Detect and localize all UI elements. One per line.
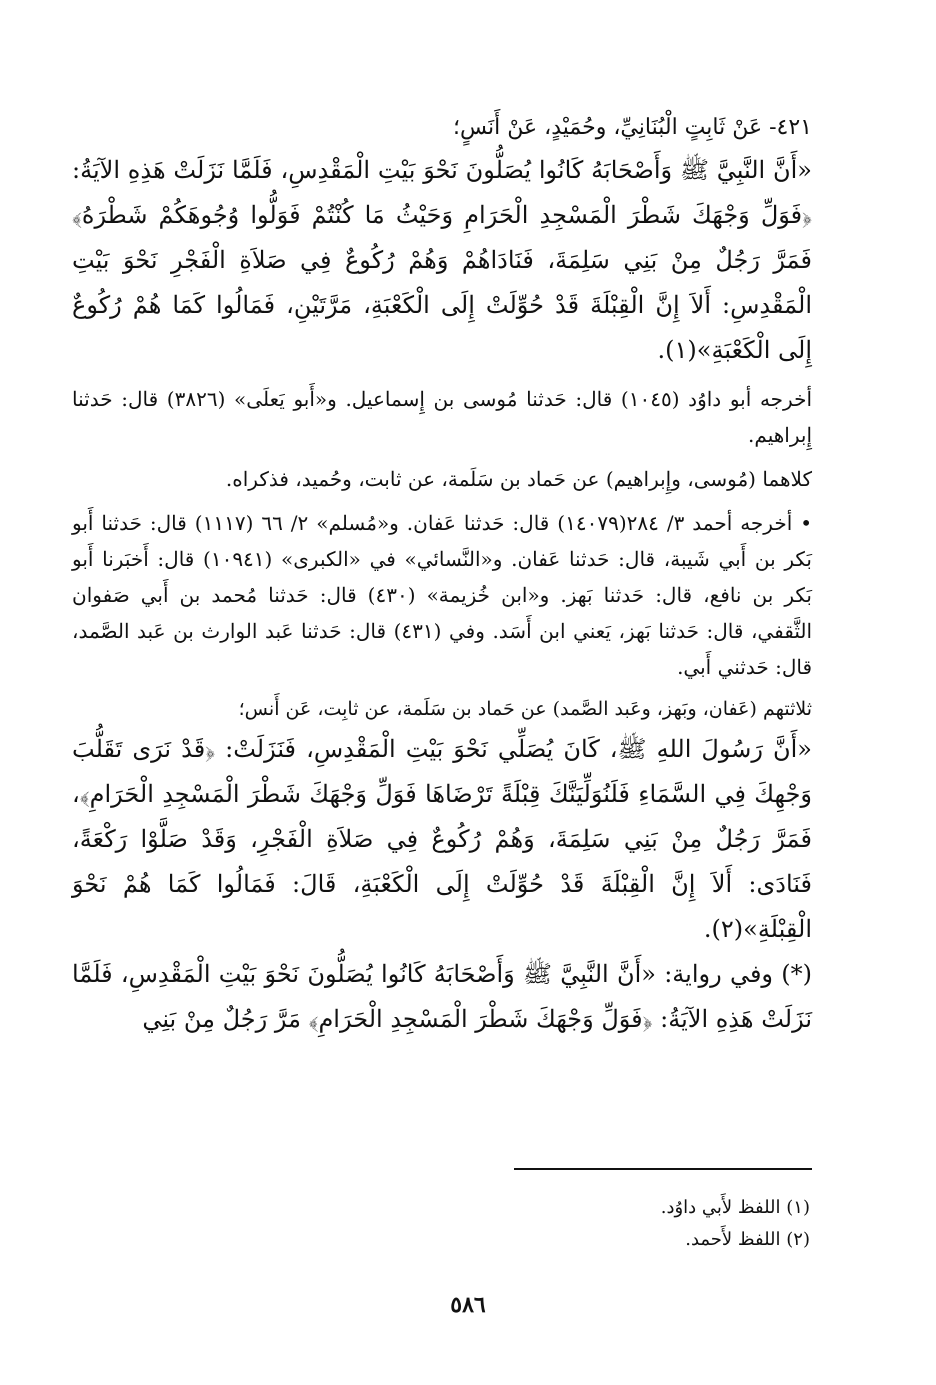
hadith-matn-2: «أَنَّ رَسُولَ اللهِ ﷺ، كَانَ يُصَلِّي نَحْوَ بَيْتِ الْمَقْدِسِ، فَنَزَلَتْ: ﴿قَدْ نَرَى تَقَلُّبَ وَجْهِكَ فِي السَّمَاءِ فَلَنُوَلِّيَنَّكَ قِبْلَةً تَرْضَاهَا فَوَلِّ وَجْهَكَ شَطْرَ الْمَسْجِدِ الْحَرَامِ﴾، فَمَرَّ رَجُلٌ مِنْ بَنِي سَلِمَةَ، وَهُمْ رُكُوعٌ فِي صَلاَةِ الْفَجْرِ، وَقَدْ صَلَّوْا رَكْعَةً، فَنَادَى: أَلاَ إِنَّ الْقِبْلَةَ قَدْ حُوِّلَتْ إِلَى الْكَعْبَةِ، قَالَ: فَمَالُوا كَمَا هُمْ نَحْوَ الْقِبْلَةِ»(٢). (72, 735, 812, 943)
isnad-chain: عَنْ ثَابِتٍ الْبُنَانِيِّ، وحُمَيْدٍ، عَنْ أَنَسٍ؛ (452, 115, 763, 140)
footnote-divider (514, 1168, 812, 1170)
hadith-number: ٤٢١- (769, 115, 812, 140)
takhrij-paragraph-1: أخرجه أبو داوُد (١٠٤٥) قال: حَدثنا مُوسى بن إِسماعيل. و«أَبو يَعلَى» (٣٨٢٦) قال: حَدثنا إِبراهيم. (72, 387, 813, 447)
hadith-heading (72, 108, 812, 148)
footnote-1: (١) اللفظ لأَبي داوُد. (660, 1197, 810, 1218)
hadith-matn: «أَنَّ النَّبِيَّ ﷺ وَأَصْحَابَهُ كَانُوا يُصَلُّونَ نَحْوَ بَيْتِ الْمَقْدِسِ، فَلَمَّا نَزَلَتْ هَذِهِ الآيَةُ: ﴿فَوَلِّ وَجْهَكَ شَطْرَ الْمَسْجِدِ الْحَرَامِ وَحَيْثُ مَا كُنْتُمْ فَوَلُّوا وُجُوهَكُمْ شَطْرَهُ﴾ فَمَرَّ رَجُلٌ مِنْ بَنِي سَلِمَةَ، فَنَادَاهُمْ وَهُمْ رُكُوعٌ فِي صَلاَةِ الْفَجْرِ نَحْوَ بَيْتِ الْمَقْدِسِ: أَلاَ إِنَّ الْقِبْلَةَ قَدْ حُوِّلَتْ إِلَى الْكَعْبَةِ، مَرَّتَيْنِ، فَمَالُوا كَمَا هُمْ رُكُوعٌ إِلَى الْكَعْبَةِ»(١). (72, 156, 812, 364)
page-number: ٥٨٦ (450, 1292, 486, 1318)
takhrij-paragraph-3: • أخرجه أحمد ٣/ ٢٨٤(١٤٠٧٩) قال: حَدثنا عَفان. و«مُسلم» ٢/ ٦٦ (١١١٧) قال: حَدثنا أَبو بَكر بن أَبي شَيبة، قال: حَدثنا عَفان. و«النَّسائي» في «الكبرى» (١٠٩٤١) قال: أَخبَرنا أَبو بَكر بن نافع، قال: حَدثنا بَهز. و«ابن خُزيمة» (٤٣٠) قال: حَدثنا مُحمد بن أَبي صَفوان الثَّقفي، قال: حَدثنا بَهز، يَعني ابن أَسَد. وفي (٤٣١) قال: حَدثنا عَبد الوارث بن عَبد الصَّمد، قال: حَدثني أَبي. (72, 511, 813, 679)
takhrij-paragraph-2: كلاهما (مُوسى، وإِبراهيم) عن حَماد بن سَلَمة، عن ثابت، وحُميد، فذكراه. (225, 467, 812, 491)
footnotes (310, 1192, 810, 1256)
main-text (72, 108, 812, 1042)
takhrij-paragraph-4: ثلاثتهم (عَفان، وبَهز، وعَبد الصَّمد) عن حَماد بن سَلَمة، عن ثابِت، عَن أَنس؛ (238, 698, 812, 720)
footnote-2: (٢) اللفظ لأَحمد. (685, 1229, 810, 1250)
alternate-narration: (*) وفي رواية: «أَنَّ النَّبِيَّ ﷺ وَأَصْحَابَهُ كَانُوا يُصَلُّونَ نَحْوَ بَيْتِ الْمَقْدِسِ، فَلَمَّا نَزَلَتْ هَذِهِ الآيَةُ: ﴿فَوَلِّ وَجْهَكَ شَطْرَ الْمَسْجِدِ الْحَرَامِ﴾ مَرَّ رَجُلٌ مِنْ بَنِي (72, 960, 812, 1033)
